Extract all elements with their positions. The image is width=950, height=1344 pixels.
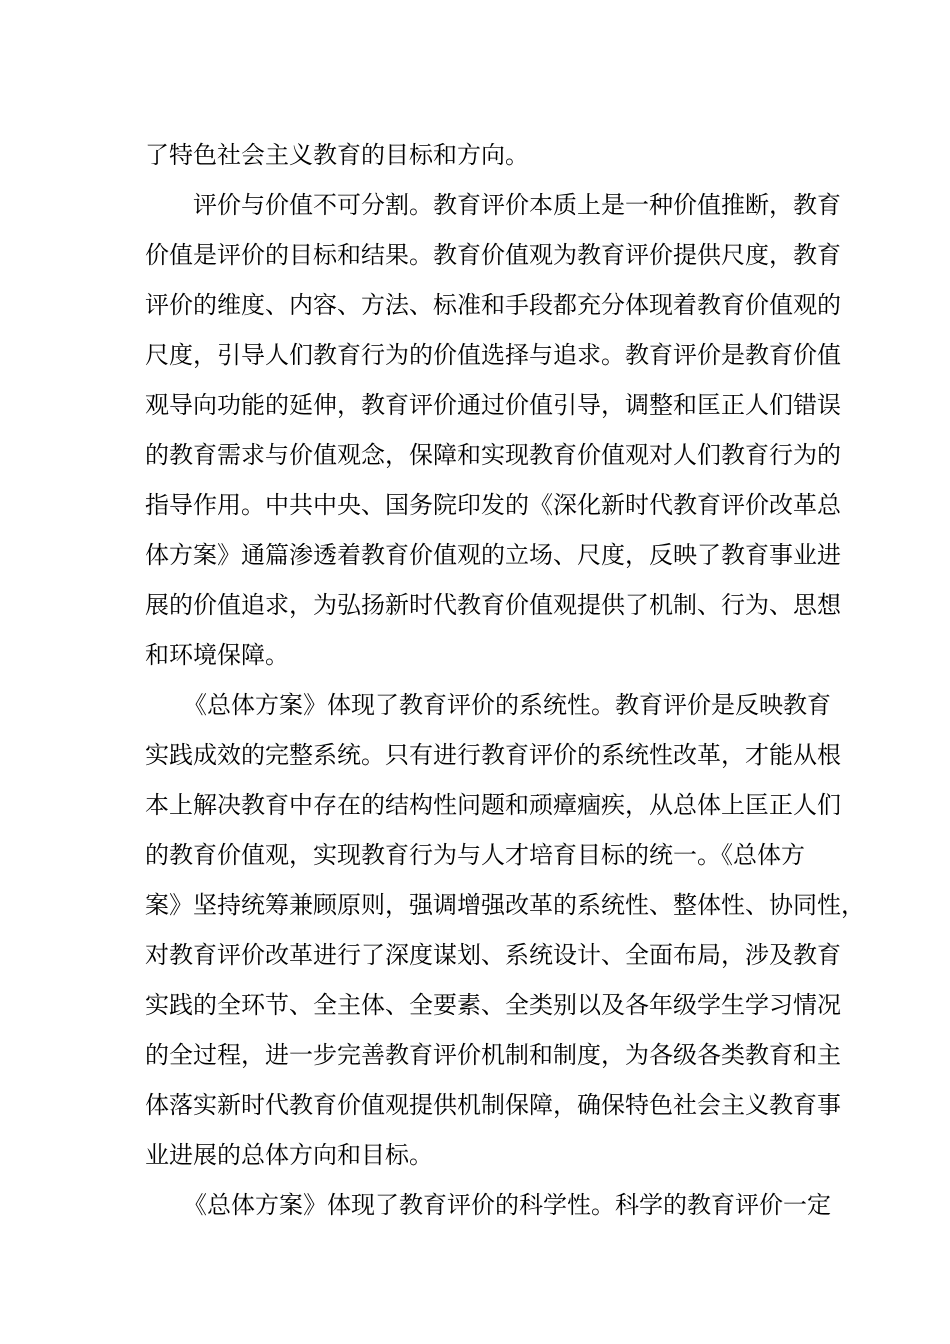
text-line: 的教育价值观，实现教育行为与人才培育目标的统一。《总体方 bbox=[145, 841, 805, 869]
text-line: 体落实新时代教育价值观提供机制保障，确保特色社会主义教育事 bbox=[145, 1091, 841, 1119]
paragraph-first-line: 评价与价值不可分割。教育评价本质上是一种价值推断，教育 bbox=[193, 191, 841, 219]
text-line: 对教育评价改革进行了深度谋划、系统设计、全面布局，涉及教育 bbox=[145, 941, 841, 969]
text-line: 展的价值追求，为弘扬新时代教育价值观提供了机制、行为、思想 bbox=[145, 591, 841, 619]
text-line: 尺度，引导人们教育行为的价值选择与追求。教育评价是教育价值 bbox=[145, 341, 841, 369]
text-line: 指导作用。中共中央、国务院印发的《深化新时代教育评价改革总 bbox=[145, 491, 841, 519]
document-body-text bbox=[145, 130, 865, 1230]
text-line: 实践的全环节、全主体、全要素、全类别以及各年级学生学习情况 bbox=[145, 991, 841, 1019]
text-line: 业进展的总体方向和目标。 bbox=[145, 1141, 433, 1169]
text-line: 体方案》通篇渗透着教育价值观的立场、尺度，反映了教育事业进 bbox=[145, 541, 841, 569]
text-line: 观导向功能的延伸，教育评价通过价值引导，调整和匡正人们错误 bbox=[145, 391, 841, 419]
text-line: 实践成效的完整系统。只有进行教育评价的系统性改革，才能从根 bbox=[145, 741, 841, 769]
paragraph-first-line: 《总体方案》体现了教育评价的科学性。科学的教育评价一定 bbox=[183, 1191, 831, 1219]
text-line: 的教育需求与价值观念，保障和实现教育价值观对人们教育行为的 bbox=[145, 441, 841, 469]
text-line: 价值是评价的目标和结果。教育价值观为教育评价提供尺度，教育 bbox=[145, 241, 841, 269]
text-line: 的全过程，进一步完善教育评价机制和制度，为各级各类教育和主 bbox=[145, 1041, 841, 1069]
text-line: 评价的维度、内容、方法、标准和手段都充分体现着教育价值观的 bbox=[145, 291, 841, 319]
text-line: 本上解决教育中存在的结构性问题和顽瘴痼疾，从总体上匡正人们 bbox=[145, 791, 841, 819]
text-line: 和环境保障。 bbox=[145, 641, 289, 669]
text-line: 了特色社会主义教育的目标和方向。 bbox=[145, 141, 529, 169]
text-line: 案》坚持统筹兼顾原则，强调增强改革的系统性、整体性、协同性， bbox=[145, 891, 865, 919]
paragraph-first-line: 《总体方案》体现了教育评价的系统性。教育评价是反映教育 bbox=[183, 691, 831, 719]
